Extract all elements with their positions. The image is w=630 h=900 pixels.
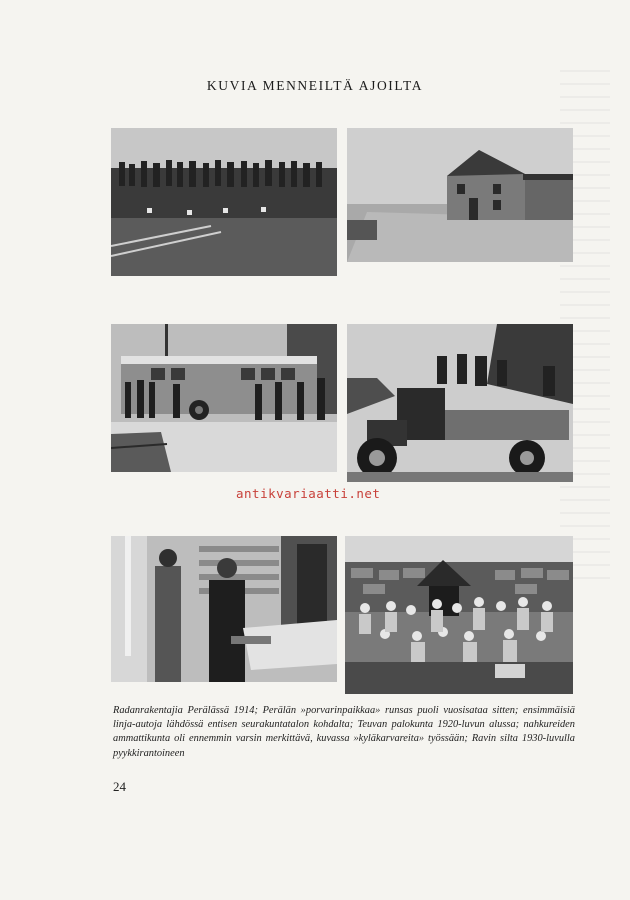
watermark: antikvariaatti.net bbox=[236, 486, 381, 501]
photo-tanners-at-work bbox=[111, 536, 337, 682]
page-heading: KUVIA MENNEILTÄ AJOILTA bbox=[206, 78, 424, 93]
photo-caption: Radanrakentajia Perälässä 1914; Perälän »porvarinpaikkaa» runsas puoli vuosisataa sitten; ensimmäisiä linja-autoja lähdössä entisen seurakuntatalon kohdalta; Teuvan palokunta 1920-luvun alussa; nahkureiden ammattikunta oli ennemmin varsin merkittävä, kuvassa »kyläkarvareita» työssään; Ravin silta 1930-luvulla pyykkirantoineen bbox=[113, 705, 575, 759]
photo-railway-builders bbox=[111, 128, 337, 276]
photo-fire-brigade bbox=[347, 324, 573, 482]
photo-house-by-road bbox=[347, 128, 573, 262]
photo-bus-departing bbox=[111, 324, 337, 472]
page-number: 24 bbox=[113, 779, 126, 794]
photo-group-at-building bbox=[345, 536, 573, 694]
